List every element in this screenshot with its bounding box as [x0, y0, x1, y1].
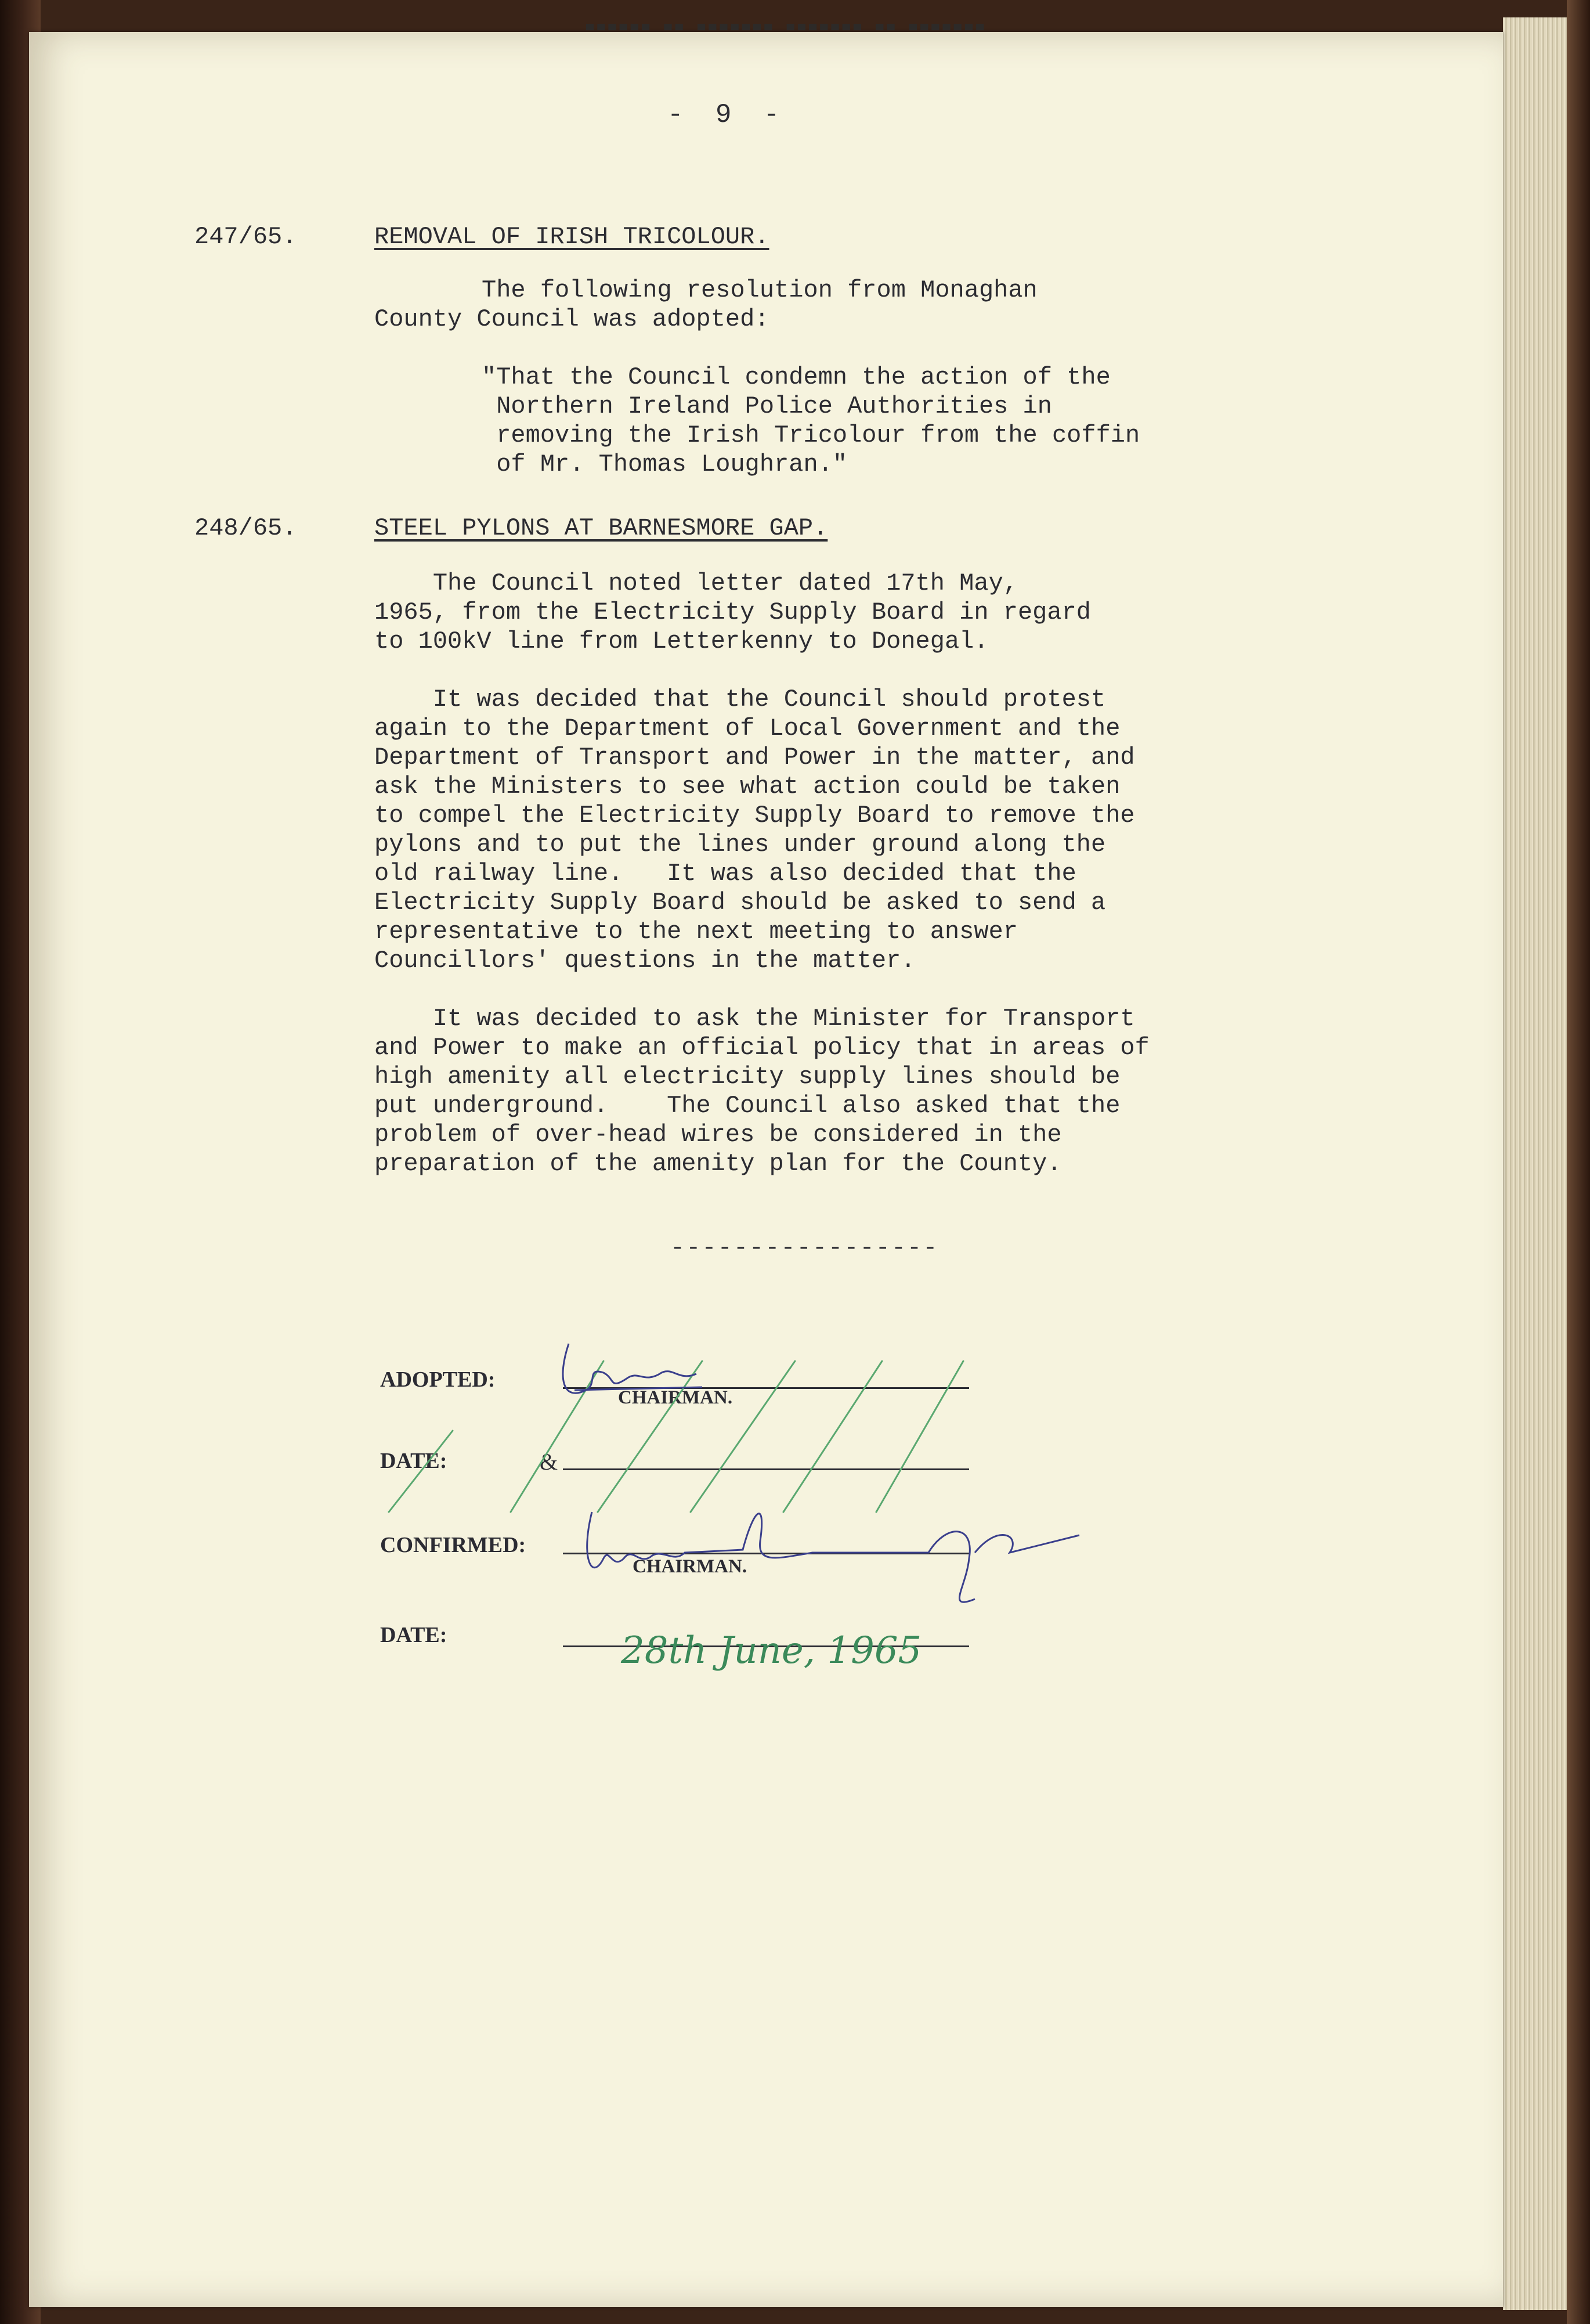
adopted-signature — [551, 1332, 737, 1419]
item-number: 248/65. — [194, 514, 297, 542]
chairman-caption: CHAIRMAN. — [633, 1556, 747, 1577]
text-line: and Power to make an official policy that in areas of — [374, 1034, 1150, 1062]
text-line: The Council noted letter dated 17th May, — [374, 569, 1018, 597]
item-number: 247/65. — [194, 223, 297, 251]
chairman-caption: CHAIRMAN. — [618, 1387, 733, 1408]
text-line: ask the Ministers to see what action could be taken — [374, 773, 1121, 800]
handwritten-date — [615, 1616, 1021, 1686]
text-line: It was decided that the Council should protest — [374, 685, 1106, 713]
text-line: preparation of the amenity plan for the County. — [374, 1150, 1062, 1178]
text-line: representative to the next meeting to answer — [374, 918, 1018, 946]
date-label: DATE: — [380, 1623, 447, 1647]
text-line: to 100kV line from Letterkenny to Donegal. — [374, 627, 989, 655]
text-line: old railway line. It was also decided that the — [374, 860, 1076, 887]
text-line: high amenity all electricity supply lines should be — [374, 1063, 1121, 1091]
confirmed-signature — [569, 1489, 1091, 1634]
text-line: The following resolution from Monaghan — [482, 276, 1038, 304]
date-label: DATE: — [380, 1449, 447, 1473]
document-page — [29, 24, 1503, 2307]
book-binding-right — [1567, 0, 1590, 2324]
section-divider: ----------------- — [670, 1234, 939, 1262]
confirmed-label: CONFIRMED: — [380, 1533, 526, 1557]
text-line: It was decided to ask the Minister for Transport — [374, 1005, 1135, 1033]
svg-text:28th June, 1965: 28th June, 1965 — [621, 1629, 922, 1672]
quote-line: removing the Irish Tricolour from the coffin — [482, 421, 1140, 449]
text-line: Department of Transport and Power in the matter, and — [374, 744, 1135, 771]
text-line: Electricity Supply Board should be asked to send a — [374, 889, 1106, 916]
quote-line: "That the Council condemn the action of the — [482, 363, 1111, 391]
text-line: pylons and to put the lines under ground along the — [374, 831, 1106, 858]
text-line: 1965, from the Electricity Supply Board in regard — [374, 598, 1092, 626]
text-line: put underground. The Council also asked that the — [374, 1092, 1121, 1120]
date-value: & — [540, 1449, 558, 1475]
adopted-label: ADOPTED: — [380, 1367, 496, 1392]
text-line: Councillors' questions in the matter. — [374, 947, 916, 975]
text-line: again to the Department of Local Government and the — [374, 714, 1121, 742]
text-line: problem of over-head wires be considered in the — [374, 1121, 1062, 1149]
quote-line: Northern Ireland Police Authorities in — [482, 392, 1052, 420]
text-line: to compel the Electricity Supply Board to remove the — [374, 802, 1135, 829]
page-number: - 9 - — [667, 100, 780, 130]
text-line: County Council was adopted: — [374, 305, 769, 333]
quote-line: of Mr. Thomas Loughran." — [482, 450, 848, 478]
item-heading: STEEL PYLONS AT BARNESMORE GAP. — [374, 514, 828, 542]
item-heading: REMOVAL OF IRISH TRICOLOUR. — [374, 223, 769, 251]
previous-page-bleed: ▀▀▀▀▀▀ ▀▀ ▀▀▀▀▀▀▀ ▀▀▀▀▀▀▀ ▀▀ ▀▀▀▀▀▀▀ — [586, 24, 988, 38]
